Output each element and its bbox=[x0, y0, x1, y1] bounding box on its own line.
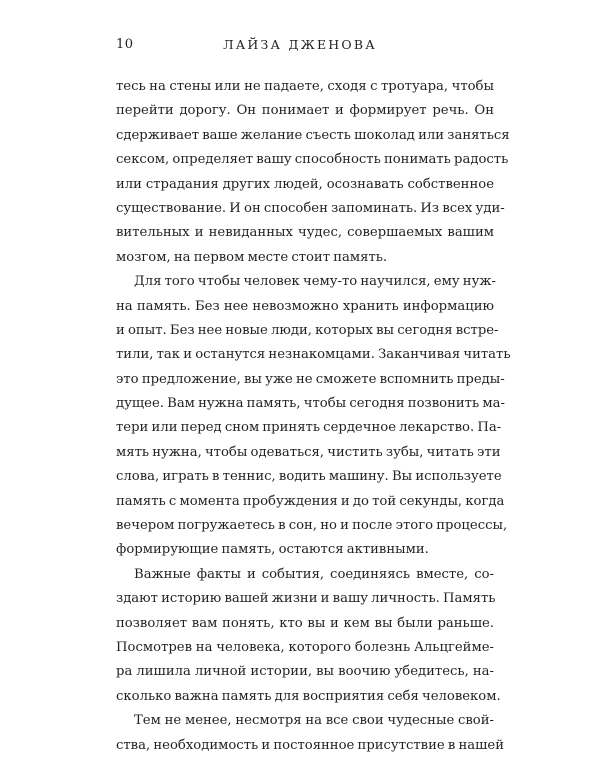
body-text bbox=[116, 75, 511, 758]
paragraph bbox=[116, 709, 505, 758]
text-line: здают историю вашей жизни и вашу личность. Память bbox=[116, 591, 496, 607]
text-line: вечером погружаетесь в сон, но и после этого процессы, bbox=[116, 518, 508, 534]
text-line: Для того чтобы человек чему-то научился, ему нуж- bbox=[134, 274, 496, 290]
paragraph bbox=[116, 563, 501, 709]
text-line: Посмотрев на человека, которого болезнь Альцгейме- bbox=[116, 639, 494, 655]
text-line: тесь на стены или не падаете, сходя с тротуара, чтобы bbox=[116, 79, 494, 94]
text-line: позволяет вам понять, кто вы и кем вы были раньше. bbox=[116, 615, 494, 631]
text-line: сдерживает ваше желание съесть шоколад или заняться bbox=[116, 127, 510, 143]
text-line: перейти дорогу. Он понимает и формирует речь. Он bbox=[116, 103, 494, 119]
text-line: Важные факты и события, соединяясь вместе, со- bbox=[134, 566, 494, 582]
text-line: мять нужна, чтобы одеваться, чистить зубы, читать эти bbox=[116, 444, 501, 460]
paragraph bbox=[116, 75, 510, 270]
text-line: ства, необходимость и постоянное присутствие в нашей bbox=[116, 737, 505, 753]
text-line: и опыт. Без нее новые люди, которых вы сегодня встре- bbox=[116, 322, 499, 338]
paragraph bbox=[116, 270, 511, 563]
text-line: это предложение, вы уже не сможете вспомнить преды- bbox=[116, 371, 505, 387]
text-line: слова, играть в теннис, водить машину. Вы используете bbox=[116, 469, 502, 485]
text-line: память с момента пробуждения и до той секунды, когда bbox=[116, 493, 505, 509]
header-author: ЛАЙЗА ДЖЕНОВА bbox=[223, 37, 377, 52]
text-line: или страдания других людей, осознавать собственное bbox=[116, 176, 494, 192]
text-line: мозгом, на первом месте стоит память. bbox=[116, 249, 388, 265]
text-line: вительных и невиданных чудес, совершаемых вашим bbox=[116, 225, 494, 241]
text-line: сколько важна память для восприятия себя человеком. bbox=[116, 688, 501, 704]
text-line: ра лишила личной истории, вы воочию убедитесь, на- bbox=[116, 664, 494, 680]
text-line: существование. И он способен запоминать. Из всех уди- bbox=[116, 200, 505, 216]
page-number: 10 bbox=[116, 37, 134, 52]
text-line: на память. Без нее невозможно хранить информацию bbox=[116, 298, 494, 314]
text-line: тили, так и останутся незнакомцами. Заканчивая читать bbox=[116, 347, 511, 363]
running-head bbox=[0, 37, 600, 57]
text-line: Тем не менее, несмотря на все свои чудесные свой- bbox=[134, 713, 494, 729]
text-line: формирующие память, остаются активными. bbox=[116, 542, 429, 558]
text-line: дущее. Вам нужна память, чтобы сегодня позвонить ма- bbox=[116, 396, 505, 412]
text-line: сексом, определяет вашу способность понимать радость bbox=[116, 152, 509, 168]
text-line: тери или перед сном принять сердечное лекарство. Па- bbox=[116, 420, 502, 436]
